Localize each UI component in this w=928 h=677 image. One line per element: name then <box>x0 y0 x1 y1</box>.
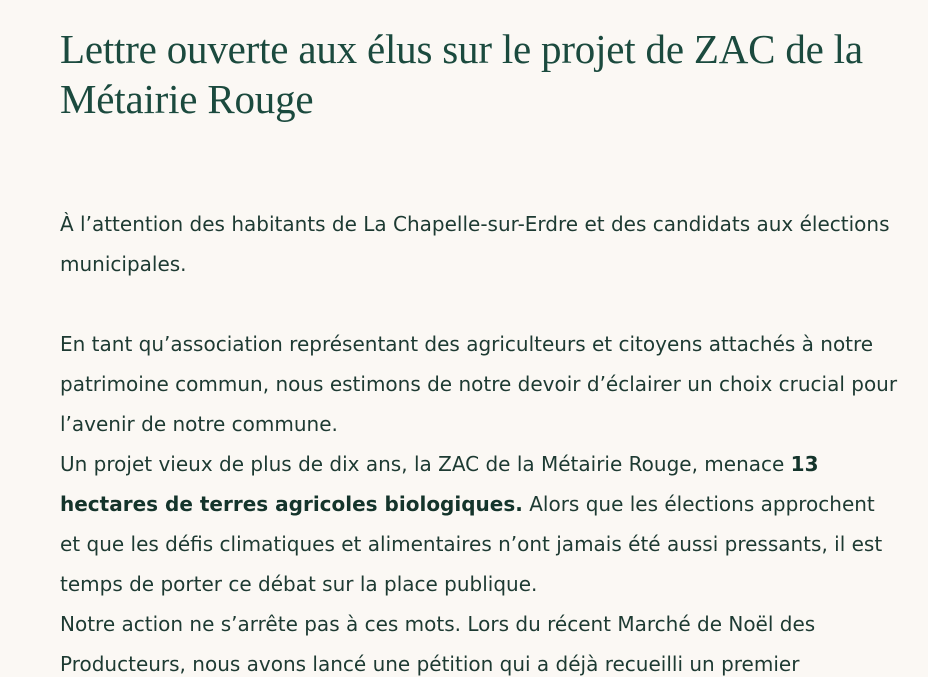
page-title: Lettre ouverte aux élus sur le projet de ZAC de la Métairie Rouge <box>60 26 863 122</box>
paragraph-petition: Notre action ne s’arrête pas à ces mots. Lors du récent Marché de Noël des Producteurs, nous avons lancé une pétition qui a déjà recueilli un premier <box>60 612 816 676</box>
intro-paragraph: À l’attention des habitants de La Chapelle-sur-Erdre et des candidats aux élections municipales. <box>60 212 890 276</box>
highlight-hectares: 13 hectares de terres agricoles biologiques. <box>60 452 819 516</box>
paragraph-project-lead: Un projet vieux de plus de dix ans, la ZAC de la Métairie Rouge, menace <box>60 452 791 476</box>
paragraph-association: En tant qu’association représentant des agriculteurs et citoyens attachés à notre patrimoine commun, nous estimons de notre devoir d’éclairer un choix crucial pour l’avenir de notre commune. <box>60 332 898 436</box>
letter-body <box>60 204 900 677</box>
paragraph-project <box>60 444 900 604</box>
paragraph-project-rest: Alors que les élections approchent et que les défis climatiques et alimentaires n’ont jamais été aussi pressants, il est temps de porter ce débat sur la place publique. <box>60 492 883 596</box>
